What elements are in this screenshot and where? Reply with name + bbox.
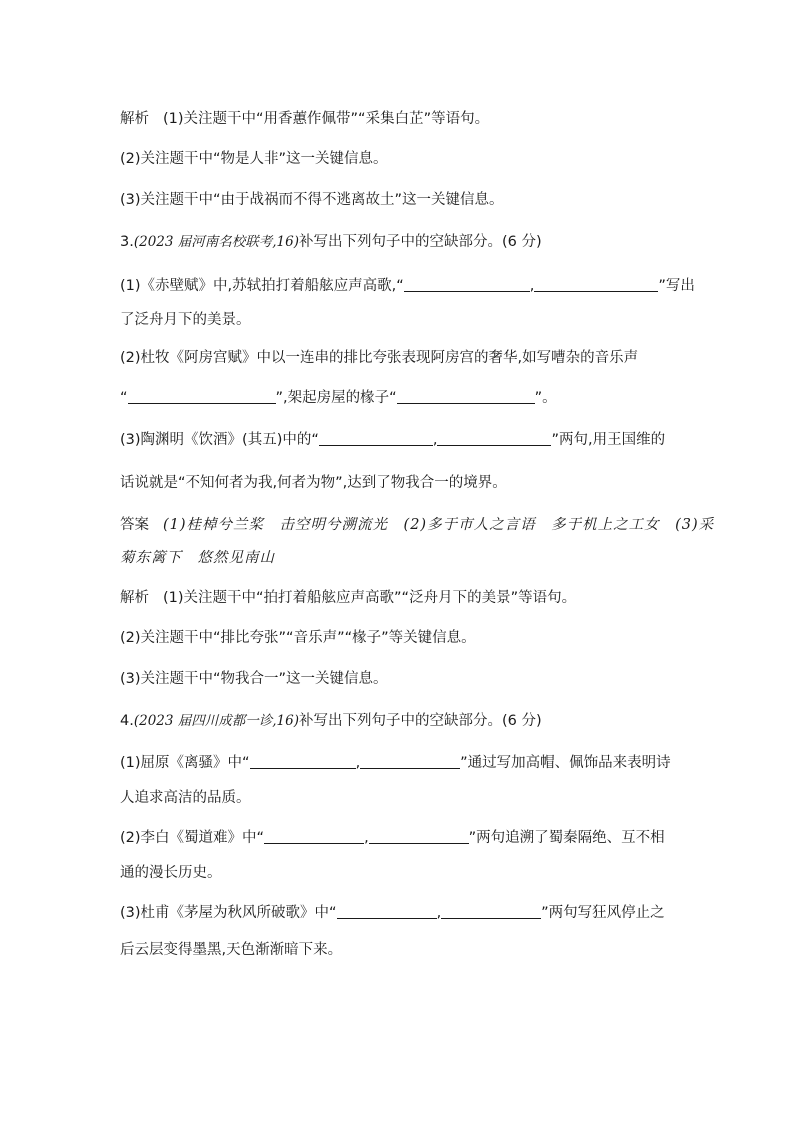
question-number: 3. bbox=[120, 234, 134, 250]
analysis-line: (3)关注题干中“物我合一”这一关键信息。 bbox=[120, 671, 388, 687]
analysis-line: (2)关注题干中“物是人非”这一关键信息。 bbox=[120, 151, 388, 167]
item-text: (1)《赤壁赋》中,苏轼拍打着船舷应声高歌,“ bbox=[120, 278, 404, 294]
item-text: (3)杜甫《茅屋为秋风所破歌》中“ bbox=[120, 905, 337, 921]
item-text: (2)李白《蜀道难》中“ bbox=[120, 830, 265, 846]
analysis-line bbox=[120, 109, 489, 129]
item-text: , bbox=[355, 755, 361, 771]
analysis-line: (2)关注题干中“排比夸张”“音乐声”“椽子”等关键信息。 bbox=[120, 630, 476, 646]
q3-item-3 bbox=[120, 430, 665, 450]
fill-blank[interactable] bbox=[534, 277, 658, 292]
item-text: , bbox=[364, 830, 369, 846]
q4-item-1-cont: 人追求高洁的品质。 bbox=[120, 790, 251, 806]
fill-blank[interactable] bbox=[319, 431, 433, 446]
item-text: ”两句写狂风停止之 bbox=[541, 905, 665, 921]
fill-blank[interactable] bbox=[128, 389, 276, 404]
question-3-header bbox=[120, 232, 542, 252]
fill-blank[interactable] bbox=[360, 754, 460, 769]
item-text: ”,架起房屋的椽子“ bbox=[275, 390, 397, 406]
fill-blank[interactable] bbox=[404, 277, 530, 292]
analysis-text: (1)关注题干中“拍打着船舷应声高歌”“泛舟月下的美景”等语句。 bbox=[163, 590, 577, 606]
fill-blank[interactable] bbox=[441, 904, 541, 919]
item-text: , bbox=[432, 432, 438, 448]
item-text: “ bbox=[120, 390, 128, 406]
item-text: ”通过写加高帽、佩饰品来表明诗 bbox=[460, 755, 671, 771]
q3-item-2-cont bbox=[120, 388, 557, 408]
q4-item-3 bbox=[120, 903, 665, 923]
item-text: (1)屈原《离骚》中“ bbox=[120, 755, 250, 771]
analysis-label: 解析 bbox=[120, 590, 149, 606]
q3-item-2: (2)杜牧《阿房宫赋》中以一连串的排比夸张表现阿房宫的奢华,如写嘈杂的音乐声 bbox=[120, 350, 639, 366]
fill-blank[interactable] bbox=[264, 829, 364, 844]
q3-item-1 bbox=[120, 276, 695, 296]
analysis-line: (3)关注题干中“由于战祸而不得不逃离故土”这一关键信息。 bbox=[120, 192, 504, 208]
answer-line bbox=[120, 515, 714, 535]
question-stem: 补写出下列句子中的空缺部分。(6 分) bbox=[299, 234, 542, 250]
fill-blank[interactable] bbox=[397, 389, 535, 404]
answer-line: 菊东篱下 悠然见南山 bbox=[120, 550, 275, 566]
q4-item-2 bbox=[120, 828, 665, 848]
q4-item-1 bbox=[120, 753, 671, 773]
analysis-text: (1)关注题干中“用香蕙作佩带”“采集白芷”等语句。 bbox=[163, 111, 490, 127]
item-text: ”两句,用王国维的 bbox=[551, 432, 666, 448]
answer-text: (1)桂棹兮兰桨 击空明兮溯流光 (2)多于市人之言语 多于机上之工女 (3)采 bbox=[163, 517, 715, 533]
analysis-label: 解析 bbox=[120, 111, 149, 127]
q4-item-2-cont: 通的漫长历史。 bbox=[120, 865, 222, 881]
question-source: (2023 届河南名校联考,16) bbox=[133, 234, 299, 250]
item-text: , bbox=[529, 278, 535, 294]
analysis-line bbox=[120, 588, 576, 608]
question-stem: 补写出下列句子中的空缺部分。(6 分) bbox=[299, 713, 542, 729]
question-source: (2023 届四川成都一诊,16) bbox=[133, 713, 299, 729]
fill-blank[interactable] bbox=[250, 754, 356, 769]
fill-blank[interactable] bbox=[437, 431, 551, 446]
question-4-header bbox=[120, 711, 542, 731]
answer-label: 答案 bbox=[120, 517, 149, 533]
fill-blank[interactable] bbox=[369, 829, 469, 844]
q4-item-3-cont: 后云层变得墨黑,天色渐渐暗下来。 bbox=[120, 942, 343, 958]
item-text: (3)陶渊明《饮酒》(其五)中的“ bbox=[120, 432, 319, 448]
question-number: 4. bbox=[120, 713, 134, 729]
q3-item-1-cont: 了泛舟月下的美景。 bbox=[120, 312, 251, 328]
item-text: ”。 bbox=[534, 390, 557, 406]
item-text: ”两句追溯了蜀秦隔绝、互不相 bbox=[468, 830, 665, 846]
fill-blank[interactable] bbox=[337, 904, 437, 919]
q3-item-3-cont: 话说就是“不知何者为我,何者为物”,达到了物我合一的境界。 bbox=[120, 475, 507, 491]
item-text: , bbox=[436, 905, 442, 921]
item-text: ”写出 bbox=[658, 278, 695, 294]
